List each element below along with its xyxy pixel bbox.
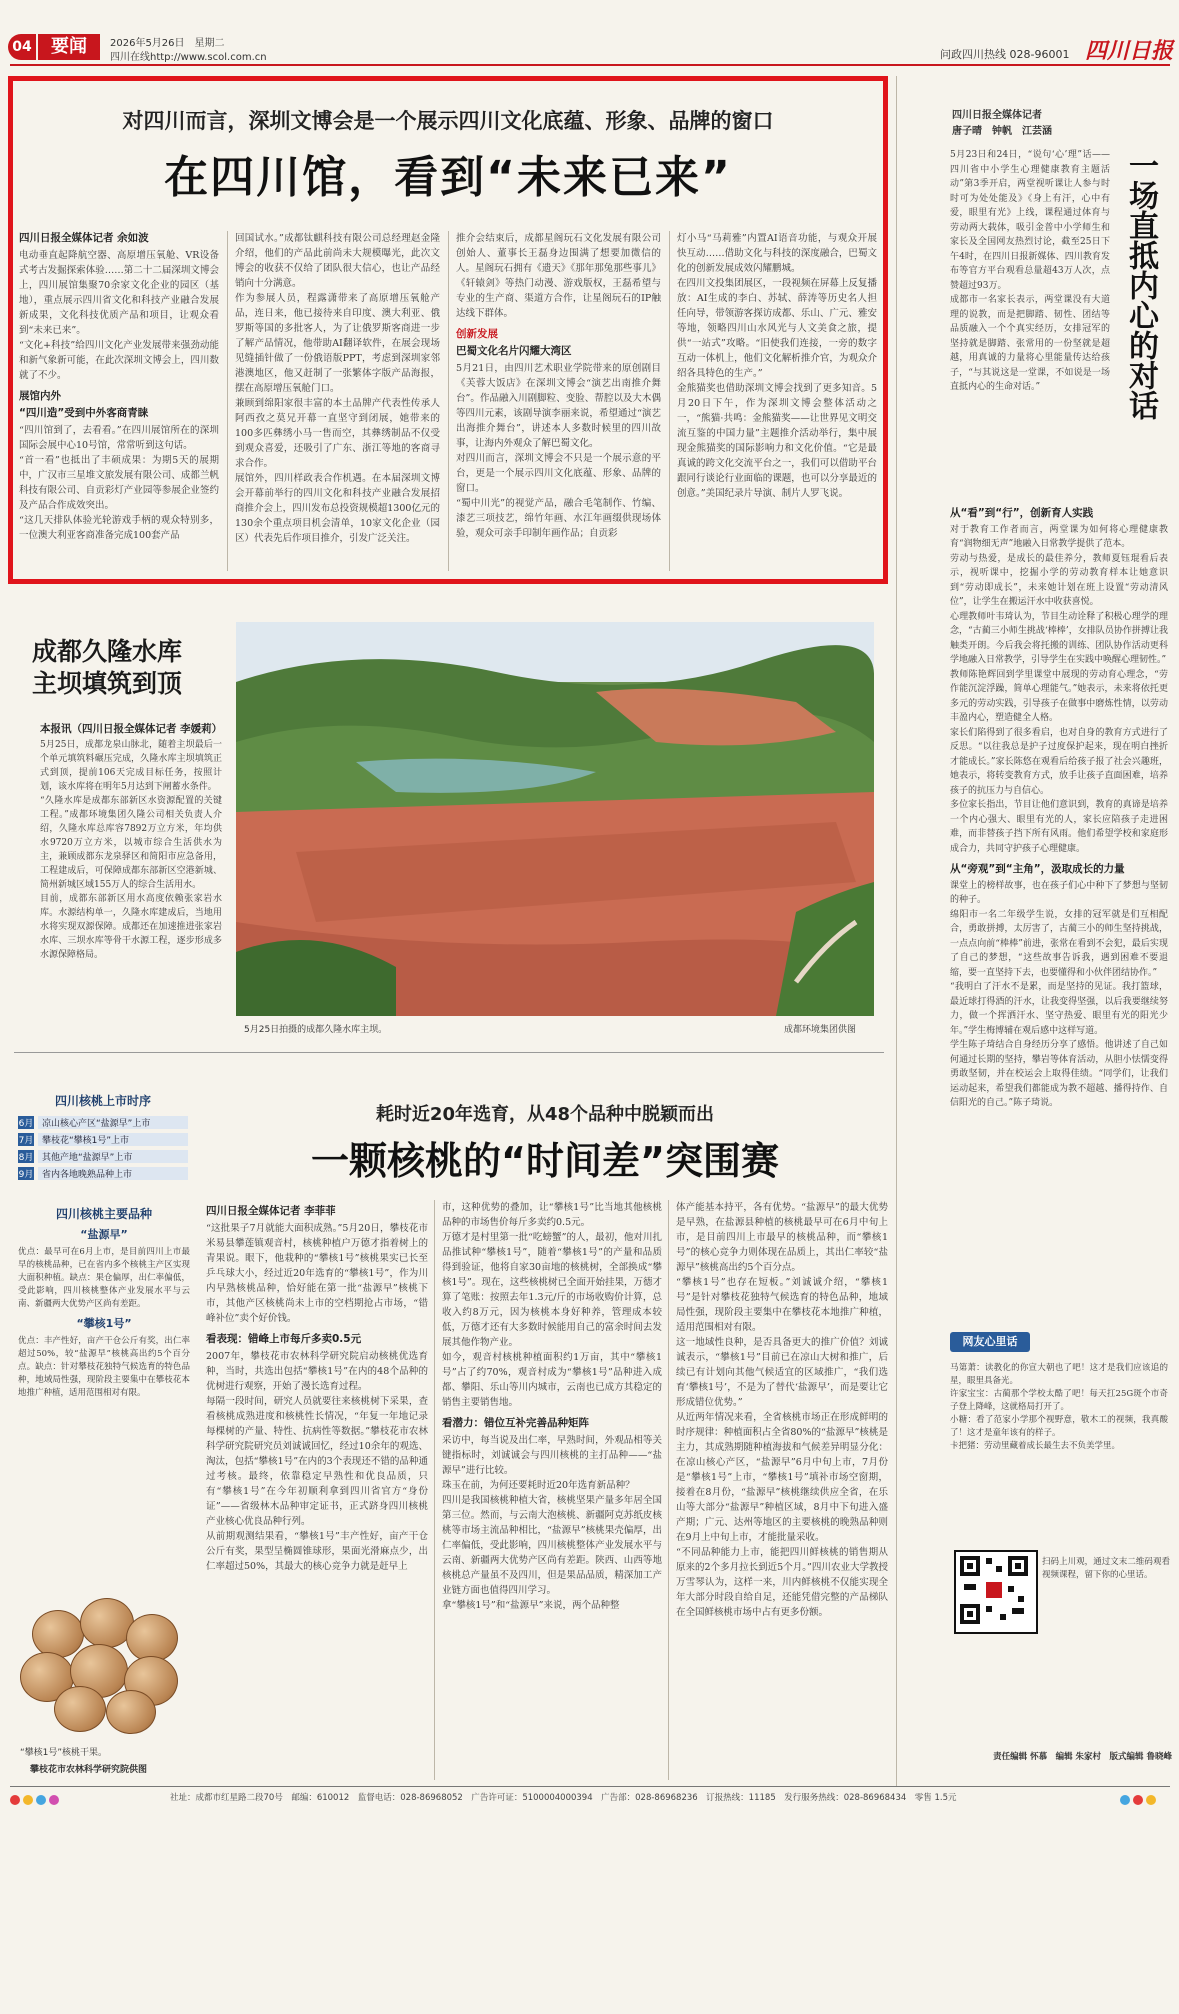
walnut-timeline-box (18, 1092, 188, 1183)
photo-story-body (40, 716, 222, 1026)
column-rule (448, 231, 449, 571)
photo-story-headline (32, 636, 182, 700)
right-byline-names: 唐子晴 钟帆 江芸涵 (952, 126, 1052, 137)
lead-paragraph: “这几天排队体验光轮游戏手柄的观众特别多，一位澳大利亚客商准备完成100套产品 (19, 515, 219, 541)
lead-subhead: 展馆内外 (19, 390, 61, 402)
variety-name: “攀核1号” (76, 1317, 132, 1330)
walnut-varieties-box (18, 1205, 190, 1585)
issue-date: 2026年5月26日 星期二 (110, 38, 225, 49)
decorative-dot (10, 1795, 20, 1805)
lead-col-1 (19, 225, 219, 575)
walnut-paragraph: 拿“攀核1号”和“盐源早”来说，两个品种整 (442, 1600, 620, 1611)
decorative-dot (1133, 1795, 1143, 1805)
timeline-month: 8月 (18, 1150, 34, 1163)
walnut-timeline-list (18, 1115, 188, 1181)
column-rule (669, 231, 670, 571)
walnut-paragraph: 这一地域性良种，是否具备更大的推广价值？刘诚诚表示，“攀核1号”目前已在凉山大树和推广，后续已有计划向其他气候适宜的区域推广，“我们选育‘攀核1号’，不是为了替代‘盐源早’，而是要让它形成错位优势。” (676, 1337, 888, 1408)
masthead-rule (10, 64, 1170, 66)
footer-dots-right (1120, 1790, 1159, 1809)
timeline-event: 攀枝花“攀核1号”上市 (38, 1133, 188, 1146)
walnut-kicker: 耗时近20年选育，从48个品种中脱颖而出 (375, 1104, 715, 1125)
paper-logo: 四川日报 (1085, 38, 1174, 64)
right-vertical-title: 一场直抵内心的对话 (1123, 150, 1158, 420)
walnut-headline: 一颗核桃的“时间差”突围赛 (311, 1139, 779, 1183)
walnut-illustration (54, 1686, 106, 1732)
right-paragraph: 劳动与热爱，是成长的最佳养分，教师夏钰琨看后表示，视听课中，挖掘小学的劳动教育样本让她意识到“劳动即成长”，未来她计划在班上设置“劳动清风位”，让学生在搬运汗水中收获喜悦。 (950, 553, 1168, 607)
timeline-month: 9月 (18, 1167, 34, 1180)
lead-subhead: 巴蜀文化名片闪耀大湾区 (456, 345, 572, 357)
lead-paragraph: 在四川文投集团展区，一段视频在屏幕上反复播放：AI生成的李白、苏轼、薛涛等历史名人担任向导，带领游客探访成都、乐山、广元、雅安等地，领略四川山水风光与人文美食之旅，提供“一站式”攻略。“旧使我们连接，一旁的数字互动一体机上，他们文化解析推介官，为观众介绍各具特色的生产。” (677, 278, 877, 379)
right-paragraph: 对于教育工作者而言，两堂课为如何将心理健康教育“润物细无声”地融入日常教学提供了范本。 (950, 524, 1168, 549)
lead-subhead: “四川造”受到中外客商青睐 (19, 407, 149, 419)
walnut-paragraph: 从前期观测结果看，“攀核1号”丰产性好，亩产干仓公斤有奖，果型呈椭圆锥球形，果面光滑麻点少，出仁率超过50%，其最大的核心竞争力就是赶早上 (206, 1531, 428, 1572)
photo-story (14, 596, 882, 1048)
right-paragraph: “我明白了汗水不是累，而是坚持的见证。我打篮球，最近球打得酒的汗水，让我变得坚强，以后我要继续努力，做一个挥洒汗水、坚守热爱、眼里有光的阳光少年。”学生梅博辅在观后感中这样写道。 (950, 982, 1168, 1036)
section-divider (14, 1052, 884, 1053)
right-body (950, 500, 1168, 1420)
lead-kicker: 对四川而言，深圳文博会是一个展示四川文化底蕴、形象、品牌的窗口 (122, 109, 774, 133)
footer-dots (10, 1790, 62, 1809)
walnut-paragraph: 2007年，攀枝花市农林科学研究院启动核桃优选育种，当时，共选出包括“攀核1号”在内的48个品种的优树进行观察，开始了漫长选育过程。 (206, 1351, 428, 1392)
right-paragraph: 家长们陷得到了很多看启，也对自身的教育方式进行了反思。“以往我总是护子过度保护起来，现在明白挫折才能成长。”家长陈悠在观看后给孩子报了社会兴趣班，她表示，将转变教育方式，放手让孩子直面困难，培养孩子的抗压力与自信心。 (950, 727, 1168, 796)
walnut-paragraph: “攀核1号”也存在短板。”刘诚诚介绍，“攀核1号”是针对攀枝花独特气候选育的特色品种，地域局性强，现阶段主要集中在攀枝花本地推广种植，适用范围相对有限。 (676, 1277, 888, 1333)
qr-code[interactable] (954, 1550, 1038, 1634)
timeline-event: 其他产地“盐源早”上市 (38, 1150, 188, 1163)
hotline: 问政四川热线 028-96001 (940, 48, 1070, 61)
right-paragraph: 课堂上的榜样故事，也在孩子们心中种下了梦想与坚韧的种子。 (950, 880, 1168, 905)
photo-story-byline: 本报讯（四川日报全媒体记者 李媛莉） (40, 723, 222, 735)
photo-story-paragraph: 目前，成都东部新区用水高度依赖张家岩水库。水源结构单一，久隆水库建成后，当地用水将实现双源保障。成都还在加速推进张家岩水库、三坝水库等骨干水源工程，逐步形成多水源保障格局。 (40, 894, 222, 960)
walnut-paragraph: 每隔一段时间，研究人员就要往来核桃树下采果，查看核桃成熟进度和核桃性长情况，“年复一年地记录每棵树的产量、特性、抗病性等数据。”攀枝花市农林科学研究院研究员刘诚诚回忆，经过10余年的观选、淘汰，包括“攀核1号”在内的3个表现还不错的品种通过考核。最终，依靠稳定早熟性和优良品质，只有“攀核1号”在今年初顺利拿到四川省官方“身份证”——省级林木品种审定证书，正式跻身四川核桃产业核心优良品种行列。 (206, 1396, 428, 1527)
walnut-paragraph: 体产能基本持平，各有优势。“盐源早”的最大优势是早熟，在盐源县种植的核桃最早可在6月中旬上市，是目前四川上市最早的核桃品种，而“攀核1号”的核心竞争力则体现在品质上，其出仁率较“盐源早”核桃高出约5个百分点。 (676, 1202, 888, 1273)
comment-item: 马第萧：读教化的你宣大朝也了吧！这才是我们应该追的星，眼里具备光。 (950, 1363, 1168, 1386)
footer-rule (10, 1786, 1170, 1787)
photo-story-headline-line: 成都久隆水库 (32, 637, 183, 666)
right-paragraph: 心理教师叶韦琦认为，节目生动诠释了积极心理学的理念，“古蔺三小师生挑战‘棒棒’，女排队员协作拼搏让我触类开朗。今后我会将托搬的训练、团队协作活动更科学地融入日常教学，引导学生在实践中唤醒心理韧性。” (950, 611, 1168, 665)
lead-paragraph: 作为参展人员，程露潇带来了高原增压氧舱产品，连日来，他已接待来自印度、澳大利亚、俄罗斯等国的多批客人，为了让俄罗斯客商进一步了解产品情况，他带助AI翻译软件，在展会现场见缝插针做了一份俄语版PPT，考虑到深圳家邻港澳地区，他又赶制了一张繁体字版产品海报，摆在高原增压氧舱门口。 (235, 293, 440, 394)
walnut-paragraph: 珠玉在前，为何还要耗时近20年选育新品种？ (442, 1480, 635, 1491)
walnut-subhead: 看潜力：错位互补完善品种矩阵 (442, 1417, 589, 1429)
right-paragraph: 成都市一名家长表示，两堂课没有大道理的说教，而是把脚踏、韧性、团结等品质融入一个个真实经历，女排冠军的坚持就是脚踏、张常用的一份坚就是超越，用真诚的力量将心里能量传达给孩子，“与其说这是一堂课，不如说是一场直抵内心的生命对话。” (950, 295, 1110, 392)
walnut-paragraph: 四川是我国核桃种植大省，核桃坚果产量多年居全国第三位。然而，与云南大泡核桃、新疆阿克苏纸皮核桃等市场主流品种相比，“盐源早”核桃果壳偏厚，出仁率偏低，受此影响，四川核桃整体产业发展水平与云南、新疆两大优势产区尚有差距。陕西、山西等地核桃总产量虽不及四川，但是果品品质，精深加工产业链方面也值得四川学习。 (442, 1495, 662, 1596)
variety-description: 优点：最早可在6月上市，是目前四川上市最早的核桃品种，已在省内多个核桃主产区实现大面积种植。缺点：果仓偏厚，出仁率偏低，受此影响，四川核桃整体产业发展水平与云南、新疆两大优势产区尚有差距。 (18, 1247, 190, 1309)
variety-description: 优点：丰产性好，亩产干仓公斤有奖，出仁率超过50%，较“盐源早”核桃高出约5个百分点。缺点：针对攀枝花独特气候选育的特色品种，地域局性强，现阶段主要集中在攀枝花本地推广种植，适用范围相对有限。 (18, 1336, 190, 1398)
lead-paragraph: 5月21日，由四川艺术职业学院带来的原创剧目《芙蓉大饭店》在深圳文博会“演艺出南推介舞台”。作品融入川剧脚粒、变脸、帮腔以及大木偶等四川元素，该剧导演李丽来说，希望通过“演艺出海推介舞台”，讲述本人多数时候里的四川故事，让海内外观众了解巴蜀文化。 (456, 363, 661, 449)
lead-paragraph: 回国试水。”成都钛麒科技有限公司总经理赵金隆介绍，他们的产品此前尚未大规模曝光，此次文博会的收获不仅给了团队很大信心，也让产品经销向十分满意。 (235, 233, 440, 289)
qr-code-icon (956, 1552, 1032, 1628)
comment-item: 许家宝宝：古蔺那个学校太酷了吧！每天扛25G斑个市奇子登上降峰，这就格局打开了。 (950, 1389, 1168, 1412)
right-paragraph: 教师陈艳辉回到学里课堂中展现的劳动育心理念，“劳作能沉淀浮躁，简单心理能气。”她表示，未来将依托更多元的劳动实践，引导孩子在做事中磨炼性情，以劳动丰盈内心，塑造健全人格。 (950, 669, 1168, 723)
qr-instructions: 扫码上川观，通过文末二维码观看视频课程，留下你的心里话。 (1042, 1557, 1170, 1580)
walnut-col-1 (206, 1198, 428, 1788)
right-byline: 四川日报全媒体记者 (952, 110, 1042, 121)
lead-col-3 (456, 231, 661, 575)
photo-credit: 成都环境集团供图 (784, 1025, 857, 1035)
walnut-paragraph: 从近两年情况来看，全省核桃市场正在形成鲜明的时序规律：种植面积占全省80%的“盐源早”核桃是主力，其成熟期随种植海拔和气候差异明显分化：在凉山核心产区，“盐源早”6月中旬上市，7月份是“攀核1号”上市，“攀核1号”填补市场空窗期，接着在8月份，“盐源早”核桃继续供应全省，在乐山等大部分“盐源早”种植区域，8月中下旬进入盛产期；广元、达州等地区的主要核桃的晚熟品种则在9月上中旬上市，才能批量采收。 (676, 1412, 888, 1543)
walnut-varieties-title: 四川核桃主要品种 (55, 1207, 152, 1221)
walnut-paragraph: 采访中，每当说及出仁率，早熟时间，外观品相等关键指标时，刘诚诚会与四川核桃的主打品种——“盐源早”进行比较。 (442, 1435, 662, 1476)
walnut-photo (14, 1590, 196, 1740)
timeline-row (18, 1132, 188, 1147)
masthead (0, 0, 1179, 64)
walnut-illustration (106, 1690, 156, 1734)
lead-subhead: 创新发展 (456, 328, 498, 340)
column-rule (227, 231, 228, 571)
comments-list (950, 1362, 1168, 1542)
walnut-timeline-title: 四川核桃上市时序 (54, 1094, 151, 1108)
decorative-dot (49, 1795, 59, 1805)
right-feature (902, 100, 1172, 1790)
footer-info: 社址：成都市红星路二段70号 邮编：610012 监督电话：028-86968052 广告许可证：5100004000394 广告部：028-86968236 订报热线：11185 发行服务热线：028-86968434 零售 1.5元 (170, 1793, 957, 1803)
lead-paragraph: “蜀中川光”的视觉产品，融合毛笔制作、竹编、漆艺三项技艺，绵竹年画、水江年画缀供现场体验，观众可亲手印制年画作品；自贡彩 (456, 498, 661, 539)
comments-title: 网友心里话 (950, 1332, 1030, 1352)
walnut-subhead: 看表现：错峰上市每斤多卖0.5元 (206, 1333, 362, 1345)
walnut-paragraph: 万德才是村里第一批“吃螃蟹”的人，最初，他对川扎品推试种“攀核1号”，随着“攀核1号”的产量和品质得到验证，他将自家30亩地的核桃树，全部换成“攀核1号”。现在，这些核桃树已全面开始挂果，万德才算了笔账：按照去年1.3元/斤的市场收购价计算，总收入约8万元，因为核桃本身好种养，管理成本较低，万德才还有大多数时候能用自己的富余时间去发展其他作物产业。 (442, 1232, 662, 1348)
timeline-row (18, 1115, 188, 1130)
lead-paragraph: 电动垂直起降航空器、高原增压氧舱、VR设备式考古发掘探索体验……第二十二届深圳文博会上，四川展馆集聚70余家文化企业的园区（基地），重点展示四川省文化和科技产业融合发展新成果，文化科技优质产品和项目，让观众看到“未来已来”。 (19, 250, 219, 336)
timeline-event: 凉山核心产区“盐源早”上市 (38, 1116, 188, 1129)
walnut-col-3 (676, 1200, 888, 1788)
walnut-paragraph: “这批果子7月就能大面积成熟。”5月20日，攀枝花市米易县攀莲镇观音村，核桃种植户万德才指着树上的青果说。眼下，他栽种的“攀核1号”核桃果实已长至乒乓球大小，经过近20年选育的“攀核1号”，作为川内早熟核桃品种，恰好能在第一批“盐源早”核桃下市，其他产区核桃尚未上市的空档期抢占市场，“错峰补位”卖个好价钱。 (206, 1223, 428, 1324)
lead-col-2 (235, 231, 440, 575)
right-paragraph: 多位家长指出，节目让他们意识到，教育的真谛是培养一个内心强大、眼里有光的人，家长应陪孩子走进困难，而非替孩子挡下所有风雨。他们希望学校和家庭形成合力，共同守护孩子心理健康。 (950, 800, 1168, 854)
page-number-badge: 04 (8, 34, 36, 60)
column-rule (896, 76, 897, 1786)
site-url[interactable]: 四川在线http://www.scol.com.cn (110, 52, 267, 63)
reservoir-photo-illustration (236, 622, 874, 1016)
timeline-row (18, 1149, 188, 1164)
timeline-event: 省内各地晚熟品种上市 (38, 1167, 188, 1180)
walnut-photo-credit: 攀枝花市农林科学研究院供图 (30, 1765, 148, 1775)
lead-headline: 在四川馆，看到“未来已来” (164, 152, 732, 203)
decorative-dot (36, 1795, 46, 1805)
walnut-col-2 (442, 1200, 662, 1788)
right-paragraph: 学生陈子琦结合自身经历分享了感悟。他讲述了自己如何通过长期的坚持，攀岩等体育活动，从胆小怯懦变得勇敢坚韧，并在校运会上取得佳绩。“同学们，让我们运动起来，希望我们都能成为教不超越、播得持作、自信阳光的自己。”陈子琦说。 (950, 1040, 1168, 1108)
photo-caption: 5月25日拍摄的成都久隆水库主坝。 (244, 1025, 388, 1035)
lead-byline: 四川日报全媒体记者 余如波 (19, 232, 149, 244)
walnut-paragraph: 如今，观音村核桃种植面积约1万亩，其中“攀核1号”占了约70%，观音村成为“攀核1号”品种进入成都、攀阳、乐山等川内城市，云南也已成方其稳定的销售主要销售地。 (442, 1352, 662, 1408)
timeline-month: 6月 (18, 1116, 34, 1129)
comment-item: 卡把猪：劳动里藏着成长最生去不负美学里。 (950, 1441, 1121, 1451)
right-subhead: 从“旁观”到“主角”，汲取成长的力量 (950, 863, 1125, 875)
lead-col-4 (677, 231, 877, 575)
section-label: 要闻 (38, 34, 100, 60)
lead-story-highlight (8, 76, 888, 584)
walnut-paragraph: 市，这种优势的叠加，让“攀核1号”比当地其他核桃品种的市场售价每斤多卖约0.5元。 (442, 1202, 662, 1228)
decorative-dot (23, 1795, 33, 1805)
lead-paragraph: 灯小马“马莉雅”内置AI语音功能，与观众开展快互动……借助文化与科技的深度融合，巴蜀文化的创新发展成效闪耀鹏城。 (677, 233, 877, 274)
comment-item: 小糖：看了范家小学那个视野意，敬木工的视频，我真酸了！这才是童年该有的样子。 (950, 1415, 1168, 1438)
decorative-dot (1146, 1795, 1156, 1805)
column-rule (434, 1200, 435, 1780)
lead-paragraph: 推介会结束后，成都星阁玩石文化发展有限公司创始人、董事长王磊身边围满了想要加微信的人。星阁玩石拥有《遗天》《那年那兔那些事儿》《轩辕剑》等热门动漫、游戏版权，王磊希望与专业的生产商、渠道方合作，让星阁玩石的IP触达线下群体。 (456, 233, 661, 319)
decorative-dot (1120, 1795, 1130, 1805)
walnut-byline: 四川日报全媒体记者 李菲菲 (206, 1205, 336, 1217)
photo-story-headline-line: 主坝填筑到顶 (32, 669, 183, 698)
walnut-illustration (126, 1614, 178, 1662)
photo-story-paragraph: 5月25日，成都龙泉山脉北，随着主坝最后一个单元填筑料碾压完成，久隆水库主坝填筑正式到顶，提前106天完成目标任务，按照计划，该水库将在明年5月达到下闸蓄水条件。 (40, 740, 222, 792)
lead-paragraph: 兼顾到绵阳家很丰富的本土品牌产代表性传承人阿西孜之莫兄开幕一直坚守到闭展，她带来的100多匹彝绣小马一售而空，其彝绣制品不仅受到观众喜爱，还吸引了广东、浙江等地的客商寻求合作。 (235, 398, 440, 469)
lead-paragraph: 展馆外，四川样政表合作机遇。在本届深圳文博会开幕前举行的四川文化和科技产业融合发展招商推介会上，四川发布总投资规模超1300亿元的130余个重点项目机会清单，10家文化企业（园区）代表先后作项目推介，引发广泛关注。 (235, 473, 440, 544)
variety-name: “盐源早” (80, 1228, 128, 1241)
right-paragraph: 绵阳市一名二年级学生说，女排的冠军就是们互相配合，勇敢拼搏，太厉害了，古蔺三小的师生坚持挑战，一点点向前“棒棒”前进，张常在看到不会犯，最后实现了自己的梦想，“这些故事告诉我，遇到困难不要退缩，要一直坚持下去，也要懂得和小伙伴团结协作。” (950, 909, 1168, 978)
lead-paragraph: “四川馆到了，去看看。”在四川展馆所在的深圳国际会展中心10号馆，常常听到这句话。 (19, 425, 219, 451)
lead-paragraph: “首一看”也抵出了丰硕成果：为期5天的展期中，广汉市三星堆文旅发展有限公司、成都兰帆科技有限公司、自贡彩灯产业园等参展企业签约及产品合作成效突出。 (19, 455, 219, 511)
page-credits: 责任编辑 怀慕 编辑 朱家村 版式编辑 鲁晓峰 (993, 1752, 1172, 1762)
photo-story-paragraph: “久隆水库是成都东部新区水资源配置的关键工程。”成都环境集团久隆公司相关负责人介绍，久隆水库总库容7892万立方米，年均供水9720万立方米，以城市综合生活供水为主，兼顾成都东龙泉驿区和简阳市应急备用，工程建成后，可保障成都东部新区空港新城、简州新城区域155万人的综合生活用水。 (40, 796, 222, 890)
right-paragraph: 5月23日和24日，“说句‘心’理”话——四川省中小学生心理健康教育主题活动”第3季开启，两堂视听课让人参与时时可为处处能及》《身上有汗，心中有爱，眼里有光》上线，课程通过体育与劳动两大载体，吸引金普中小学师生和家长及全国网友热烈讨论，截至25日下午4时，在四川日报新媒体、四川教育发布等官方平台观看总量超43万人次，点赞超过93万。 (950, 150, 1110, 291)
walnut-illustration (32, 1610, 84, 1658)
lead-paragraph: 对四川而言，深圳文博会不只是一个展示意的平台，更是一个展示四川文化底蕴、形象、品牌的窗口。 (456, 453, 661, 494)
lead-paragraph: 金熊猫奖也借助深圳文博会找到了更多知音。5月20日下午，作为深圳文博会整体活动之一，“熊猫·共鸣：金熊猫奖——让世界见文明交流互鉴的中国力量”主题推介活动举行，集中展现金熊猫奖的国际影响力和文化价值。“它是最真诚的跨文化交流平台之一，我们可以借助平台跟同行谈论行业面临的课题，也可以分享最近的创意。”美国纪录片导演、制片人罗飞说。 (677, 383, 877, 499)
column-rule (668, 1200, 669, 1780)
lead-paragraph: “文化+科技”给四川文化产业发展带来强劲动能和新气象新可能，在此次深圳文博会上，四川数就了不少。 (19, 340, 219, 381)
right-subhead: 从“看”到“行”，创新育人实践 (950, 507, 1094, 519)
timeline-month: 7月 (18, 1133, 34, 1146)
reservoir-photo (236, 622, 874, 1016)
walnut-photo-caption: “攀核1号”核桃干果。 (20, 1748, 108, 1758)
walnut-paragraph: “不同品种能力上市，能把四川鲜核桃的销售期从原来的2个多月拉长到近5个月。”四川农业大学教授万雪琴认为，这样一来，川内鲜核桃不仅能实现全年大部分时段自给自足，还能凭借完整的产品梯队在全国鲜核桃市场中占有更多份额。 (676, 1547, 888, 1618)
right-body-top (950, 148, 1110, 548)
timeline-row (18, 1166, 188, 1181)
